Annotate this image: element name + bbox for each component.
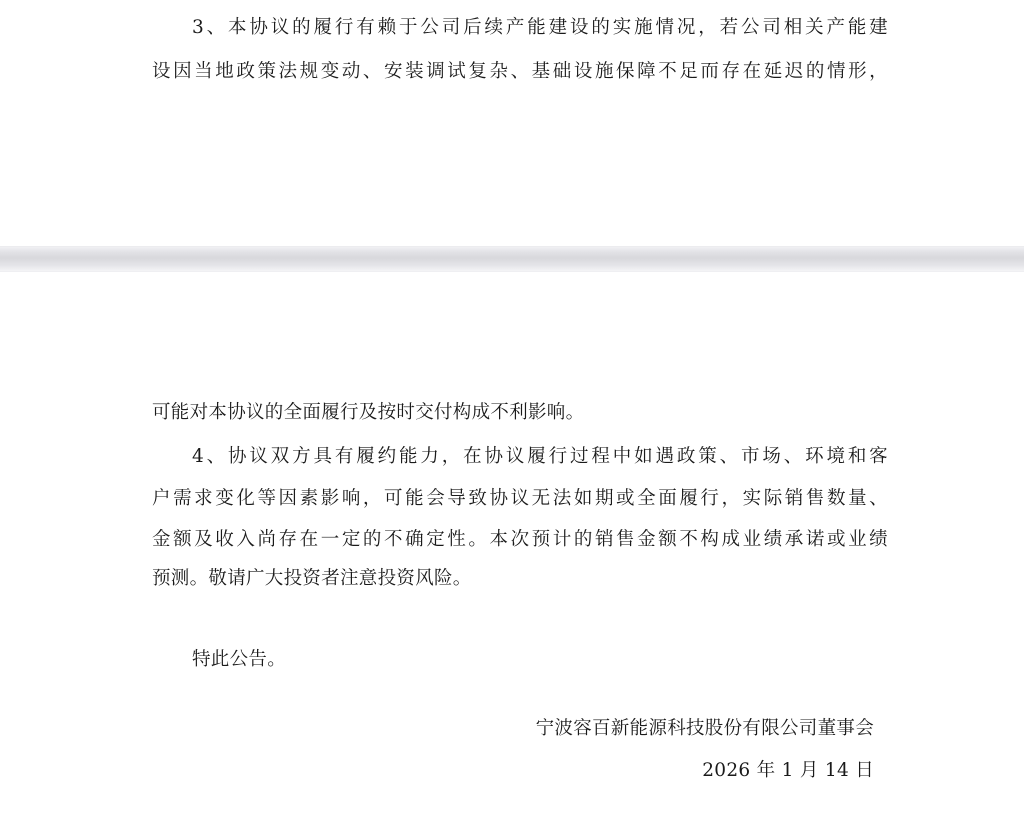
document-page-1: [0, 0, 1024, 246]
document-page-2: [0, 272, 1024, 820]
paragraph-4-line-1: 4、协议双方具有履约能力，在协议履行过程中如遇政策、市场、环境和客: [192, 446, 888, 467]
paragraph-4-line-4: 预测。敬请广大投资者注意投资风险。: [152, 568, 472, 589]
paragraph-3-line-2: 设因当地政策法规变动、安装调试复杂、基础设施保障不足而存在延迟的情形，: [152, 61, 888, 82]
paragraph-3-line-1: 3、本协议的履行有赖于公司后续产能建设的实施情况，若公司相关产能建: [192, 17, 888, 38]
announcement-date: 2026 年 1 月 14 日: [702, 760, 874, 781]
page-separator: [0, 246, 1024, 272]
paragraph-4-line-2: 户需求变化等因素影响，可能会导致协议无法如期或全面履行，实际销售数量、: [152, 488, 888, 509]
paragraph-4-line-3: 金额及收入尚存在一定的不确定性。本次预计的销售金额不构成业绩承诺或业绩: [152, 529, 888, 550]
closing-statement: 特此公告。: [192, 649, 287, 670]
paragraph-3-line-3: 可能对本协议的全面履行及按时交付构成不利影响。: [152, 402, 585, 423]
company-signature: 宁波容百新能源科技股份有限公司董事会: [535, 718, 874, 739]
